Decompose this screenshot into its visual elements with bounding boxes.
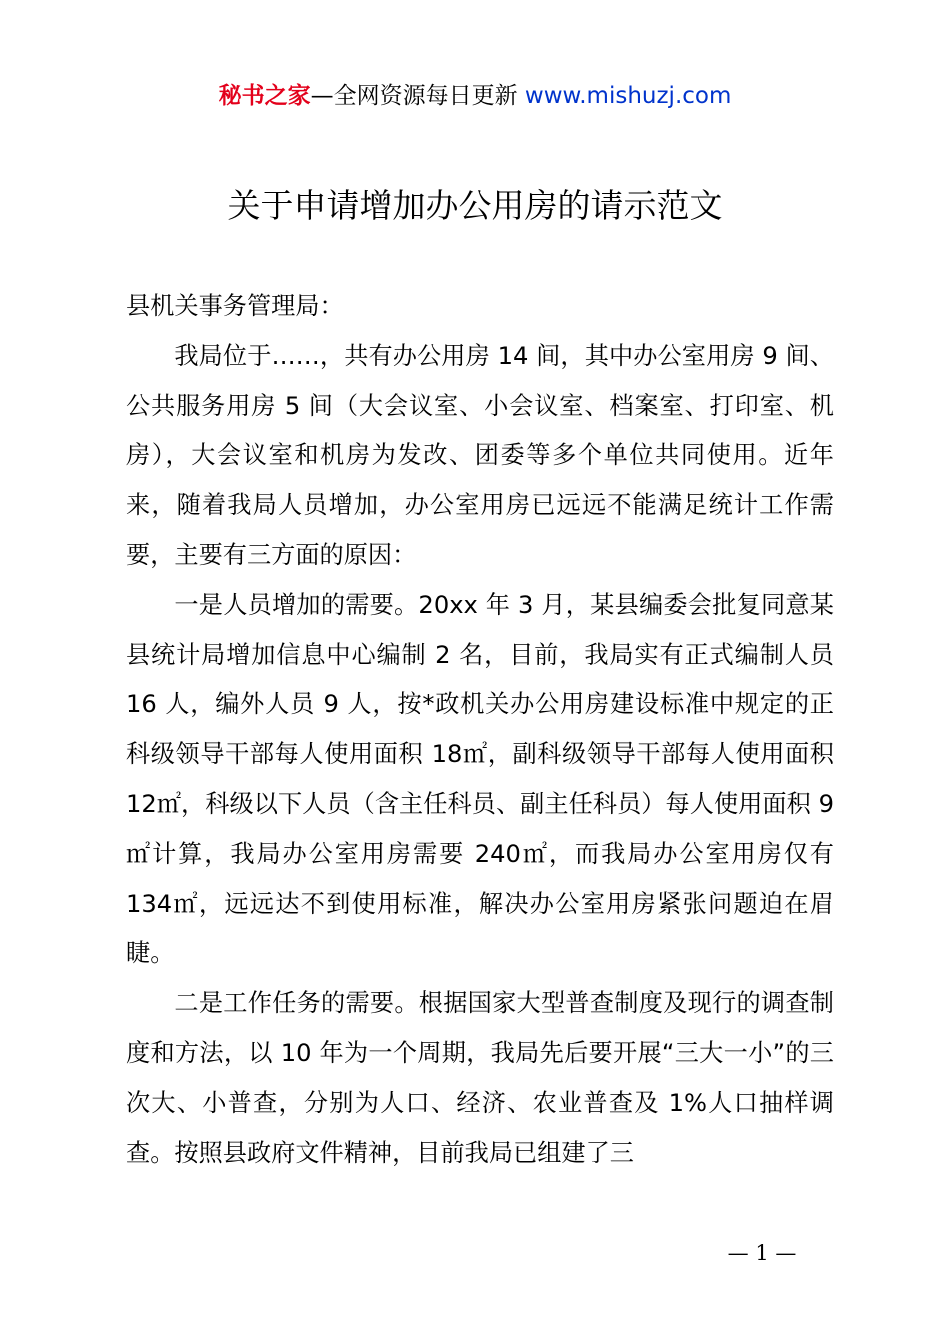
salutation: 县机关事务管理局：	[126, 292, 344, 320]
paragraph-1: 我局位于……，共有办公用房 14 间，其中办公室用房 9 间、公共服务用房 5 间（大会议室、小会议室、档案室、打印室、机房），大会议室和机房为发改、团委等多个单位共同使用。近年来，随着我局人员增加，办公室用房已远远不能满足统计工作需要，主要有三方面的原因：	[126, 341, 834, 569]
site-tagline: —全网资源每日更新	[310, 83, 525, 109]
document-title: 关于申请增加办公用房的请示范文	[227, 186, 723, 225]
site-url-link[interactable]: www.mishuzj.com	[524, 83, 732, 109]
document-body	[126, 282, 834, 1178]
paragraph-2: 一是人员增加的需要。20xx 年 3 月，某县编委会批复同意某县统计局增加信息中心编制 2 名，目前，我局实有正式编制人员 16 人，编外人员 9 人，按*政机关办公用房建设标准中规定的正科级领导干部每人使用面积 18㎡，副科级领导干部每人使用面积 12㎡，科级以下人员（含主任科员、副主任科员）每人使用面积 9㎡计算，我局办公室用房需要 240㎡，而我局办公室用房仅有 134㎡，远远达不到使用标准，解决办公室用房紧张问题迫在眉睫。	[126, 590, 834, 968]
page-number: — 1 —	[727, 1241, 797, 1265]
site-brand: 秘书之家	[218, 83, 311, 109]
paragraph-3: 二是工作任务的需要。根据国家大型普查制度及现行的调查制度和方法，以 10 年为一个周期，我局先后要开展“三大一小”的三次大、小普查，分别为人口、经济、农业普查及 1%人口抽样调查。按照县政府文件精神，目前我局已组建了三	[126, 989, 834, 1167]
site-header	[0, 80, 950, 112]
